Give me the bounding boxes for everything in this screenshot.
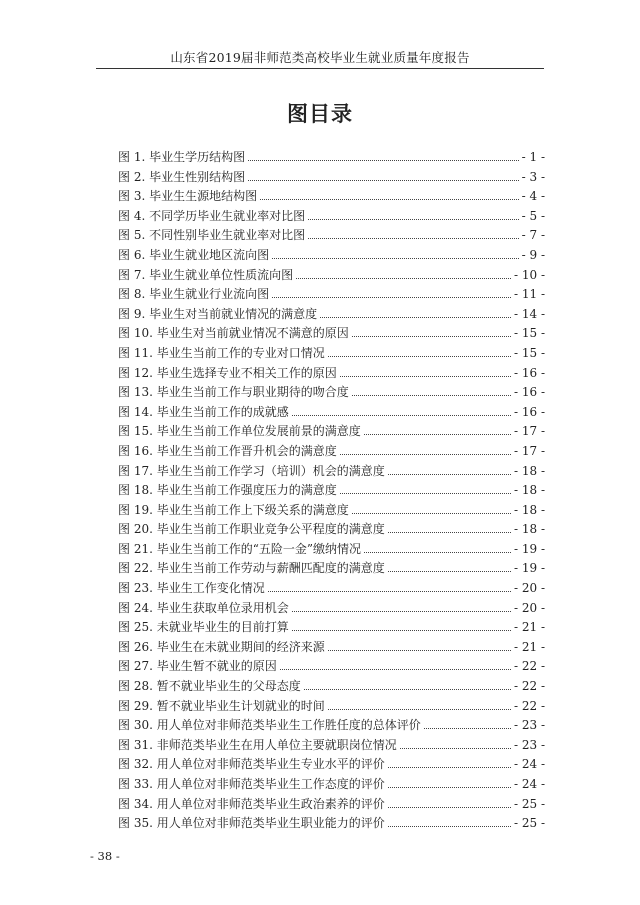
toc-entry[interactable] bbox=[118, 716, 545, 736]
toc-leader-dots bbox=[364, 425, 511, 435]
toc-entry[interactable] bbox=[118, 775, 545, 795]
figure-list bbox=[118, 148, 545, 834]
toc-entry[interactable] bbox=[118, 344, 545, 364]
toc-entry-label: 图 34. 用人单位对非师范类毕业生政治素养的评价 bbox=[118, 796, 385, 811]
toc-leader-dots bbox=[388, 758, 511, 768]
running-header: 山东省2019届非师范类高校毕业生就业质量年度报告 bbox=[170, 50, 470, 65]
toc-entry-page: - 16 - bbox=[513, 365, 545, 380]
toc-entry-label: 图 21. 毕业生当前工作的“五险一金”缴纳情况 bbox=[118, 541, 361, 556]
toc-leader-dots bbox=[340, 484, 511, 494]
toc-entry[interactable] bbox=[118, 324, 545, 344]
toc-entry-label: 图 3. 毕业生生源地结构图 bbox=[118, 189, 258, 204]
toc-entry-page: - 16 - bbox=[513, 385, 545, 400]
toc-entry-label: 图 25. 未就业毕业生的目前打算 bbox=[118, 620, 289, 635]
toc-entry-page: - 18 - bbox=[513, 502, 545, 517]
toc-entry-page: - 23 - bbox=[513, 737, 545, 752]
page-number: - 38 - bbox=[90, 849, 120, 863]
toc-entry-page: - 18 - bbox=[513, 463, 545, 478]
toc-entry-page: - 19 - bbox=[513, 561, 545, 576]
toc-entry-page: - 7 - bbox=[521, 228, 545, 243]
toc-entry-page: - 24 - bbox=[513, 777, 545, 791]
toc-entry-page: - 15 - bbox=[513, 345, 545, 360]
toc-entry-page: - 21 - bbox=[513, 639, 545, 654]
toc-entry-page: - 22 - bbox=[513, 698, 545, 713]
toc-entry[interactable] bbox=[118, 736, 545, 756]
toc-leader-dots bbox=[352, 386, 511, 396]
toc-entry[interactable] bbox=[118, 501, 545, 521]
toc-entry-label: 图 18. 毕业生当前工作强度压力的满意度 bbox=[118, 483, 337, 498]
toc-entry-label: 图 31. 非师范类毕业生在用人单位主要就职岗位情况 bbox=[118, 737, 397, 752]
toc-entry-label: 图 12. 毕业生选择专业不相关工作的原因 bbox=[118, 365, 337, 380]
toc-entry-label: 图 8. 毕业生就业行业流向图 bbox=[118, 287, 270, 302]
toc-entry-page: - 23 - bbox=[513, 718, 545, 733]
toc-leader-dots bbox=[308, 210, 519, 220]
toc-entry[interactable] bbox=[118, 618, 545, 638]
toc-entry[interactable] bbox=[118, 442, 545, 462]
toc-entry-label: 图 9. 毕业生对当前就业情况的满意度 bbox=[118, 306, 318, 321]
toc-leader-dots bbox=[292, 406, 511, 416]
toc-entry[interactable] bbox=[118, 148, 545, 168]
toc-entry-page: - 21 - bbox=[513, 620, 545, 635]
toc-leader-dots bbox=[400, 739, 511, 749]
toc-entry-page: - 14 - bbox=[513, 306, 545, 321]
toc-entry-page: - 22 - bbox=[513, 679, 545, 694]
toc-leader-dots bbox=[296, 269, 511, 279]
toc-entry-page: - 24 - bbox=[513, 757, 545, 772]
toc-entry-label: 图 13. 毕业生当前工作与职业期待的吻合度 bbox=[118, 385, 349, 400]
toc-entry-page: - 25 - bbox=[513, 796, 545, 811]
toc-leader-dots bbox=[352, 327, 511, 337]
toc-entry[interactable] bbox=[118, 677, 545, 697]
toc-leader-dots bbox=[388, 562, 511, 572]
toc-entry-label: 图 17. 毕业生当前工作学习（培训）机会的满意度 bbox=[118, 463, 385, 478]
toc-leader-dots bbox=[260, 190, 519, 200]
toc-entry[interactable] bbox=[118, 383, 545, 403]
toc-entry-page: - 15 - bbox=[513, 326, 545, 341]
toc-entry-page: - 16 - bbox=[513, 404, 545, 419]
toc-entry[interactable] bbox=[118, 207, 545, 227]
toc-leader-dots bbox=[352, 504, 511, 514]
toc-entry[interactable] bbox=[118, 246, 545, 266]
toc-entry-label: 图 20. 毕业生当前工作职业竞争公平程度的满意度 bbox=[118, 522, 385, 537]
toc-entry-label: 图 23. 毕业生工作变化情况 bbox=[118, 581, 265, 596]
toc-entry[interactable] bbox=[118, 579, 545, 599]
toc-entry[interactable] bbox=[118, 540, 545, 560]
toc-entry-label: 图 29. 暂不就业毕业生计划就业的时间 bbox=[118, 698, 325, 713]
toc-entry[interactable] bbox=[118, 657, 545, 677]
toc-entry-page: - 10 - bbox=[513, 267, 545, 282]
header-rule bbox=[96, 68, 544, 69]
toc-leader-dots bbox=[320, 308, 511, 318]
toc-entry-label: 图 10. 毕业生对当前就业情况不满意的原因 bbox=[118, 326, 349, 341]
toc-entry-label: 图 28. 暂不就业毕业生的父母态度 bbox=[118, 679, 301, 694]
toc-entry-page: - 20 - bbox=[513, 581, 545, 596]
toc-entry-page: - 11 - bbox=[513, 287, 545, 302]
toc-leader-dots bbox=[364, 543, 511, 553]
toc-entry[interactable] bbox=[118, 422, 545, 442]
toc-entry-label: 图 26. 毕业生在未就业期间的经济来源 bbox=[118, 639, 325, 654]
toc-entry[interactable] bbox=[118, 305, 545, 325]
toc-leader-dots bbox=[340, 445, 511, 455]
toc-leader-dots bbox=[304, 680, 511, 690]
toc-entry[interactable] bbox=[118, 168, 545, 188]
toc-entry[interactable] bbox=[118, 187, 545, 207]
toc-entry-label: 图 35. 用人单位对非师范类毕业生职业能力的评价 bbox=[118, 816, 385, 831]
toc-entry-label: 图 2. 毕业生性别结构图 bbox=[118, 169, 246, 184]
toc-leader-dots bbox=[388, 778, 511, 788]
toc-entry-label: 图 33. 用人单位对非师范类毕业生工作态度的评价 bbox=[118, 777, 385, 791]
toc-entry-label: 图 5. 不同性别毕业生就业率对比图 bbox=[118, 228, 306, 243]
toc-entry-page: - 4 - bbox=[521, 189, 545, 204]
toc-leader-dots bbox=[280, 660, 511, 670]
toc-leader-dots bbox=[328, 347, 511, 357]
toc-entry-page: - 20 - bbox=[513, 600, 545, 615]
toc-entry-label: 图 24. 毕业生获取单位录用机会 bbox=[118, 600, 289, 615]
toc-entry-label: 图 14. 毕业生当前工作的成就感 bbox=[118, 404, 289, 419]
toc-entry[interactable] bbox=[118, 226, 545, 246]
toc-entry-page: - 5 - bbox=[521, 208, 545, 223]
toc-entry[interactable] bbox=[118, 638, 545, 658]
toc-entry-label: 图 15. 毕业生当前工作单位发展前景的满意度 bbox=[118, 424, 361, 439]
toc-entry[interactable] bbox=[118, 599, 545, 619]
toc-entry[interactable] bbox=[118, 266, 545, 286]
toc-entry-label: 图 22. 毕业生当前工作劳动与薪酬匹配度的满意度 bbox=[118, 561, 385, 576]
toc-leader-dots bbox=[328, 641, 511, 651]
toc-leader-dots bbox=[424, 719, 511, 729]
toc-entry-label: 图 7. 毕业生就业单位性质流向图 bbox=[118, 267, 294, 282]
toc-leader-dots bbox=[292, 602, 511, 612]
toc-entry[interactable] bbox=[118, 559, 545, 579]
toc-entry-page: - 9 - bbox=[521, 247, 545, 262]
page-title: 图目录 bbox=[287, 101, 353, 126]
toc-entry-page: - 17 - bbox=[513, 443, 545, 458]
toc-leader-dots bbox=[388, 798, 511, 808]
toc-entry[interactable] bbox=[118, 814, 545, 834]
toc-leader-dots bbox=[340, 367, 511, 377]
toc-entry-label: 图 30. 用人单位对非师范类毕业生工作胜任度的总体评价 bbox=[118, 718, 421, 733]
toc-entry[interactable] bbox=[118, 462, 545, 482]
toc-entry-label: 图 1. 毕业生学历结构图 bbox=[118, 150, 246, 164]
toc-entry[interactable] bbox=[118, 285, 545, 305]
toc-entry-page: - 19 - bbox=[513, 541, 545, 556]
toc-leader-dots bbox=[248, 151, 519, 161]
toc-entry-label: 图 11. 毕业生当前工作的专业对口情况 bbox=[118, 345, 325, 360]
toc-entry-label: 图 6. 毕业生就业地区流向图 bbox=[118, 247, 270, 262]
toc-entry[interactable] bbox=[118, 481, 545, 501]
toc-entry[interactable] bbox=[118, 697, 545, 717]
toc-entry[interactable] bbox=[118, 755, 545, 775]
toc-entry-label: 图 4. 不同学历毕业生就业率对比图 bbox=[118, 208, 306, 223]
toc-entry-page: - 18 - bbox=[513, 483, 545, 498]
toc-entry[interactable] bbox=[118, 795, 545, 815]
toc-leader-dots bbox=[248, 171, 519, 181]
toc-entry-label: 图 19. 毕业生当前工作上下级关系的满意度 bbox=[118, 502, 349, 517]
toc-entry[interactable] bbox=[118, 403, 545, 423]
toc-entry-page: - 18 - bbox=[513, 522, 545, 537]
toc-leader-dots bbox=[292, 621, 511, 631]
toc-leader-dots bbox=[388, 465, 511, 475]
toc-entry-label: 图 16. 毕业生当前工作晋升机会的满意度 bbox=[118, 443, 337, 458]
toc-leader-dots bbox=[272, 288, 511, 298]
toc-entry-page: - 25 - bbox=[513, 816, 545, 831]
toc-leader-dots bbox=[328, 700, 511, 710]
toc-entry[interactable] bbox=[118, 364, 545, 384]
toc-entry-page: - 1 - bbox=[521, 150, 545, 164]
toc-leader-dots bbox=[272, 249, 519, 259]
toc-entry-page: - 17 - bbox=[513, 424, 545, 439]
toc-leader-dots bbox=[308, 229, 519, 239]
toc-entry-label: 图 32. 用人单位对非师范类毕业生专业水平的评价 bbox=[118, 757, 385, 772]
toc-entry-label: 图 27. 毕业生暂不就业的原因 bbox=[118, 659, 277, 674]
toc-entry-page: - 3 - bbox=[521, 169, 545, 184]
toc-leader-dots bbox=[268, 582, 511, 592]
toc-leader-dots bbox=[388, 523, 511, 533]
toc-leader-dots bbox=[388, 817, 511, 827]
toc-entry-page: - 22 - bbox=[513, 659, 545, 674]
toc-entry[interactable] bbox=[118, 520, 545, 540]
